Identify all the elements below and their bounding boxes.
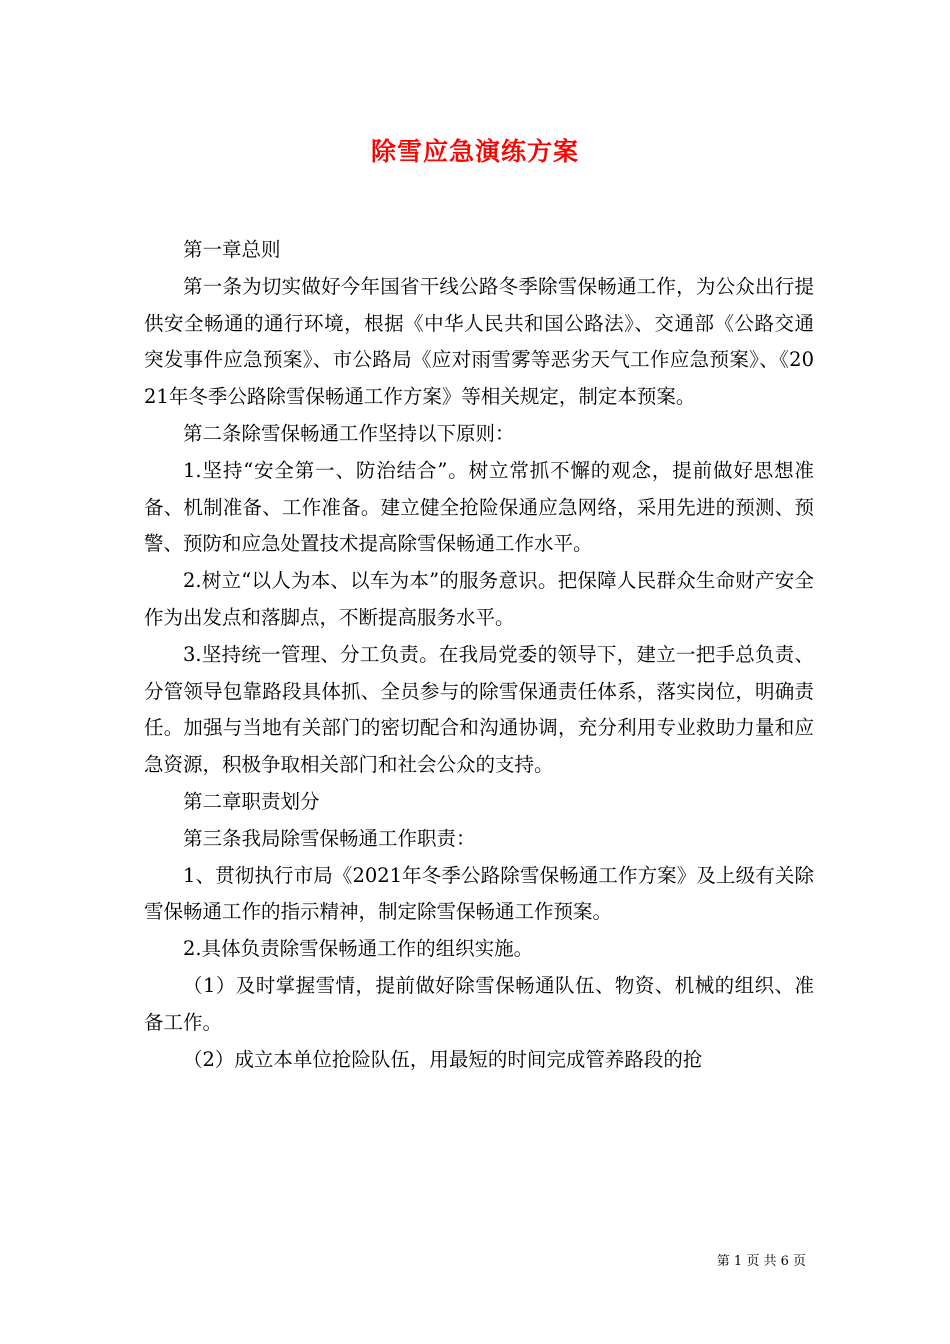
article-1: 第一条为切实做好今年国省干线公路冬季除雪保畅通工作，为公众出行提供安全畅通的通行环境，根据《中华人民共和国公路法》、交通部《公路交通突发事件应急预案》、市公路局《应对雨雪雾等恶劣天气工作应急预案》、《2021年冬季公路除雪保畅通工作方案》等相关规定，制定本预案。: [144, 274, 814, 409]
document-body: [144, 232, 814, 1078]
article-2: 第二条除雪保畅通工作坚持以下原则：: [183, 421, 515, 445]
page-number: 第 1 页 共 6 页: [716, 1254, 806, 1269]
duty-2-item-1: （1）及时掌握雪情，提前做好除雪保畅通队伍、物资、机械的组织、准备工作。: [144, 973, 814, 1034]
duty-2: 2.具体负责除雪保畅通工作的组织实施。: [183, 937, 534, 961]
duty-2-item-2: （2）成立本单位抢险队伍，用最短的时间完成管养路段的抢: [183, 1047, 703, 1071]
article-3: 第三条我局除雪保畅通工作职责：: [183, 826, 476, 850]
principle-2: 2.树立“以人为本、以车为本”的服务意识。把保障人民群众生命财产安全作为出发点和落脚点，不断提高服务水平。: [144, 569, 814, 629]
duty-1: 1、贯彻执行市局《2021年冬季公路除雪保畅通工作方案》及上级有关除雪保畅通工作的指示精神，制定除雪保畅通工作预案。: [144, 863, 814, 924]
principle-3: 3.坚持统一管理、分工负责。在我局党委的领导下，建立一把手总负责、分管领导包靠路段具体抓、全员参与的除雪保通责任体系，落实岗位，明确责任。加强与当地有关部门的密切配合和沟通协调，充分利用专业救助力量和应急资源，积极争取相关部门和社会公众的支持。: [144, 642, 814, 777]
principle-1: 1.坚持“安全第一、防治结合”。树立常抓不懈的观念，提前做好思想准备、机制准备、工作准备。建立健全抢险保通应急网络，采用先进的预测、预警、预防和应急处置技术提高除雪保畅通工作水平。: [144, 458, 814, 556]
chapter-heading-2: 第二章职责划分: [183, 789, 320, 813]
chapter-heading-1: 第一章总则: [183, 238, 281, 261]
document-title: 除雪应急演练方案: [370, 137, 579, 166]
